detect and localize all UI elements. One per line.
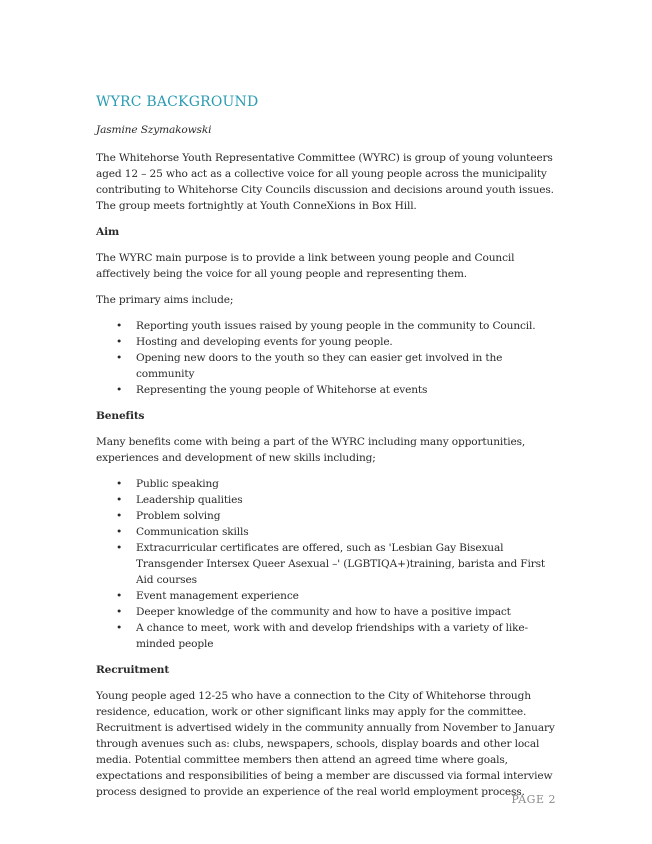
bullet-icon: • — [116, 320, 123, 332]
list-item-text: Opening new doors to the youth so they can easier get involved in the community — [136, 352, 503, 380]
recruitment-paragraph: Young people aged 12-25 who have a connection to the City of Whitehorse through residence, education, work or other significant links may apply for the committee. Recruitment is advertised widely in the community annually from November to January through avenues such as: clubs, newspapers, schools, display boards and other local media. Potential committee members then attend an agreed time where goals, expectations and responsibilities of being a member are discussed via formal interview process designed to provide an experience of the real world employment process. — [96, 690, 555, 798]
recruitment-heading: Recruitment — [96, 664, 170, 676]
list-item — [96, 350, 558, 382]
bullet-icon: • — [116, 526, 123, 538]
list-item-text: Reporting youth issues raised by young people in the community to Council. — [136, 320, 536, 332]
bullet-icon: • — [116, 384, 123, 396]
benefits-heading: Benefits — [96, 410, 145, 422]
bullet-icon: • — [116, 542, 123, 554]
list-item — [96, 382, 558, 398]
list-item-text: Communication skills — [136, 526, 249, 538]
list-item — [96, 524, 558, 540]
list-item — [96, 508, 558, 524]
document-page — [96, 92, 558, 810]
author-name: Jasmine Szymakowski — [96, 124, 212, 136]
list-item — [96, 604, 558, 620]
bullet-icon: • — [116, 590, 123, 602]
aims-list — [96, 318, 558, 398]
list-item — [96, 318, 558, 334]
list-item-text: Extracurricular certificates are offered, such as 'Lesbian Gay Bisexual Transgender Intersex Queer Asexual –' (LGBTIQA+)training, barista and First Aid courses — [136, 542, 546, 586]
page-number: PAGE 2 — [511, 793, 556, 806]
aim-paragraph: The WYRC main purpose is to provide a link between young people and Council affectively being the voice for all young people and representing them. — [96, 252, 515, 280]
list-item-text: A chance to meet, work with and develop friendships with a variety of like-minded people — [136, 622, 528, 650]
bullet-icon: • — [116, 336, 123, 348]
list-item-text: Representing the young people of Whitehorse at events — [136, 384, 428, 396]
list-item-text: Hosting and developing events for young people. — [136, 336, 393, 348]
bullet-icon: • — [116, 494, 123, 506]
intro-paragraph: The Whitehorse Youth Representative Committee (WYRC) is group of young volunteers aged 12 – 25 who act as a collective voice for all young people across the municipality contributing to Whitehorse City Councils discussion and decisions around youth issues. The group meets fortnightly at Youth ConneXions in Box Hill. — [96, 152, 554, 212]
list-item-text: Problem solving — [136, 510, 221, 522]
aim-heading: Aim — [96, 226, 120, 238]
bullet-icon: • — [116, 510, 123, 522]
list-item-text: Public speaking — [136, 478, 219, 490]
list-item — [96, 334, 558, 350]
list-item-text: Event management experience — [136, 590, 299, 602]
list-item — [96, 588, 558, 604]
benefits-intro: Many benefits come with being a part of the WYRC including many opportunities, experiences and development of new skills including; — [96, 436, 526, 464]
benefits-list — [96, 476, 558, 652]
bullet-icon: • — [116, 478, 123, 490]
list-item-text: Deeper knowledge of the community and how to have a positive impact — [136, 606, 511, 618]
bullet-icon: • — [116, 606, 123, 618]
list-item — [96, 492, 558, 508]
aims-intro: The primary aims include; — [96, 294, 234, 306]
list-item — [96, 476, 558, 492]
list-item — [96, 540, 558, 588]
list-item-text: Leadership qualities — [136, 494, 243, 506]
bullet-icon: • — [116, 622, 123, 634]
list-item — [96, 620, 558, 652]
document-title: WYRC BACKGROUND — [96, 94, 259, 110]
bullet-icon: • — [116, 352, 123, 364]
